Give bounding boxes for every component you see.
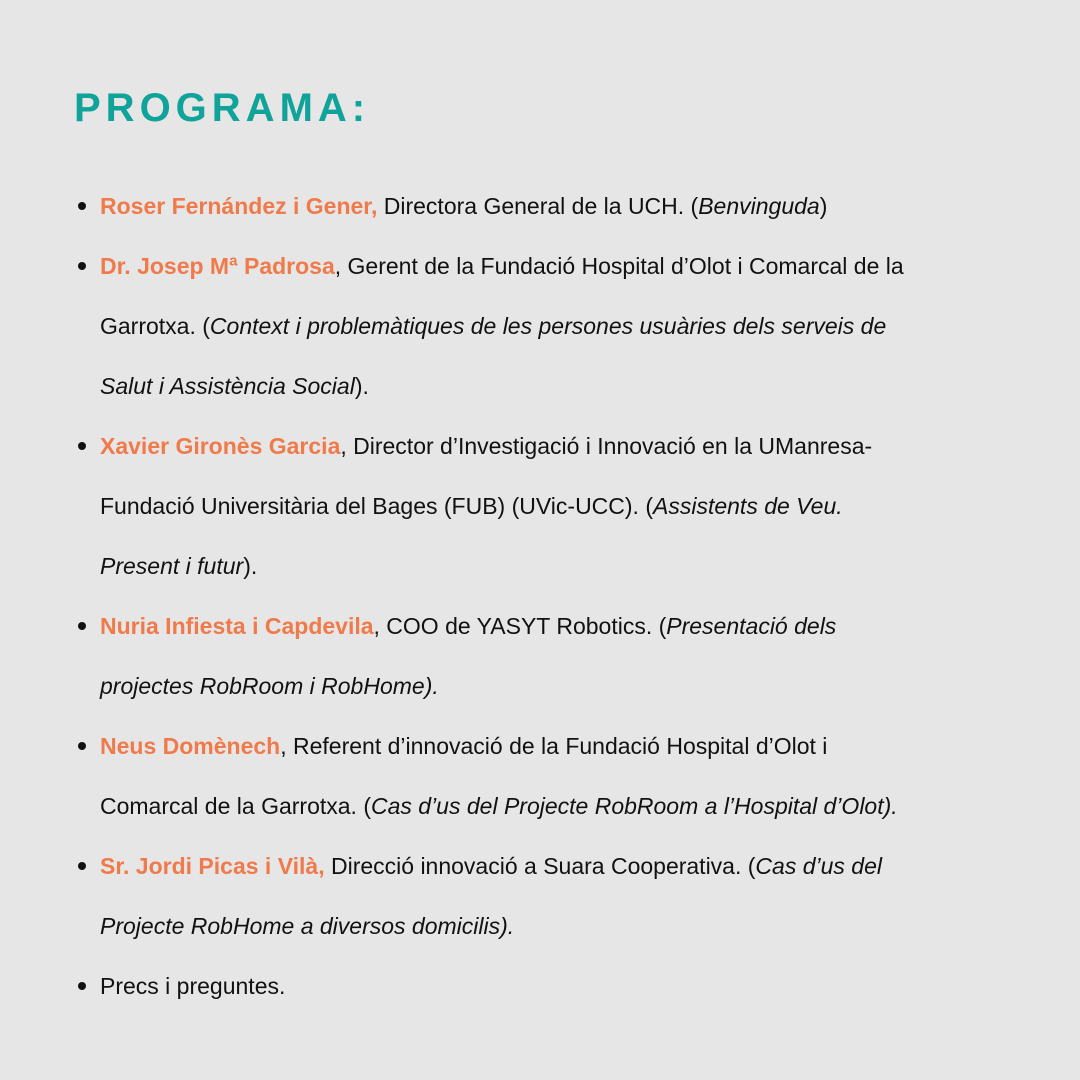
talk-topic: Cas d’us del Projecte RobRoom a l’Hospital d’Olot).	[370, 793, 898, 819]
speaker-name: Roser Fernández i Gener,	[100, 193, 378, 219]
item-line	[100, 956, 980, 1016]
talk-topic: Context i problemàtiques de les persones usuàries dels serveis de	[209, 313, 887, 339]
page-title: PROGRAMA:	[74, 86, 371, 130]
speaker-name: Dr. Josep Mª Padrosa	[100, 253, 335, 279]
talk-topic: Salut i Assistència Social	[100, 373, 355, 399]
talk-topic: Present i futur	[100, 553, 244, 579]
speaker-role: Fundació Universitària del Bages (FUB) (UVic-UCC). (	[100, 493, 653, 519]
speaker-role: Directora General de la UCH. (	[377, 193, 699, 219]
speaker-role: , COO de YASYT Robotics. (	[373, 613, 667, 639]
punctuation: )	[819, 193, 828, 219]
program-item	[100, 176, 980, 236]
item-line	[100, 896, 980, 956]
bullet-icon	[78, 622, 86, 630]
talk-topic: Presentació dels	[666, 613, 837, 639]
program-item	[100, 596, 980, 716]
speaker-role: Direcció innovació a Suara Cooperativa. (	[324, 853, 756, 879]
program-item	[100, 956, 980, 1016]
program-item	[100, 716, 980, 836]
talk-topic: Projecte RobHome a diversos domicilis).	[100, 913, 515, 939]
program-list	[100, 176, 980, 1016]
punctuation: ).	[354, 373, 369, 399]
item-line	[100, 296, 980, 356]
speaker-name: Neus Domènech	[100, 733, 281, 759]
program-item	[100, 836, 980, 956]
talk-topic: projectes RobRoom i RobHome).	[100, 673, 439, 699]
speaker-role: , Director d’Investigació i Innovació en la UManresa-	[340, 433, 873, 459]
speaker-role: , Referent d’innovació de la Fundació Hospital d’Olot i	[280, 733, 828, 759]
bullet-icon	[78, 742, 86, 750]
item-line	[100, 536, 980, 596]
speaker-name: Nuria Infiesta i Capdevila	[100, 613, 374, 639]
bullet-icon	[78, 262, 86, 270]
item-line	[100, 356, 980, 416]
item-line	[100, 716, 980, 776]
bullet-icon	[78, 982, 86, 990]
speaker-role: , Gerent de la Fundació Hospital d’Olot i Comarcal de la	[334, 253, 904, 279]
closing-item-text: Precs i preguntes.	[100, 973, 286, 999]
program-item	[100, 416, 980, 596]
item-line	[100, 236, 980, 296]
talk-topic: Assistents de Veu.	[653, 493, 843, 519]
speaker-role: Comarcal de la Garrotxa. (	[100, 793, 371, 819]
speaker-role: Garrotxa. (	[100, 313, 210, 339]
speaker-name: Xavier Gironès Garcia	[100, 433, 341, 459]
item-line	[100, 176, 980, 236]
item-line	[100, 836, 980, 896]
talk-topic: Cas d’us del	[755, 853, 882, 879]
item-line	[100, 476, 980, 536]
item-line	[100, 596, 980, 656]
speaker-name: Sr. Jordi Picas i Vilà,	[100, 853, 325, 879]
item-line	[100, 776, 980, 836]
bullet-icon	[78, 442, 86, 450]
talk-topic: Benvinguda	[698, 193, 820, 219]
punctuation: ).	[243, 553, 258, 579]
bullet-icon	[78, 202, 86, 210]
bullet-icon	[78, 862, 86, 870]
item-line	[100, 416, 980, 476]
item-line	[100, 656, 980, 716]
program-item	[100, 236, 980, 416]
